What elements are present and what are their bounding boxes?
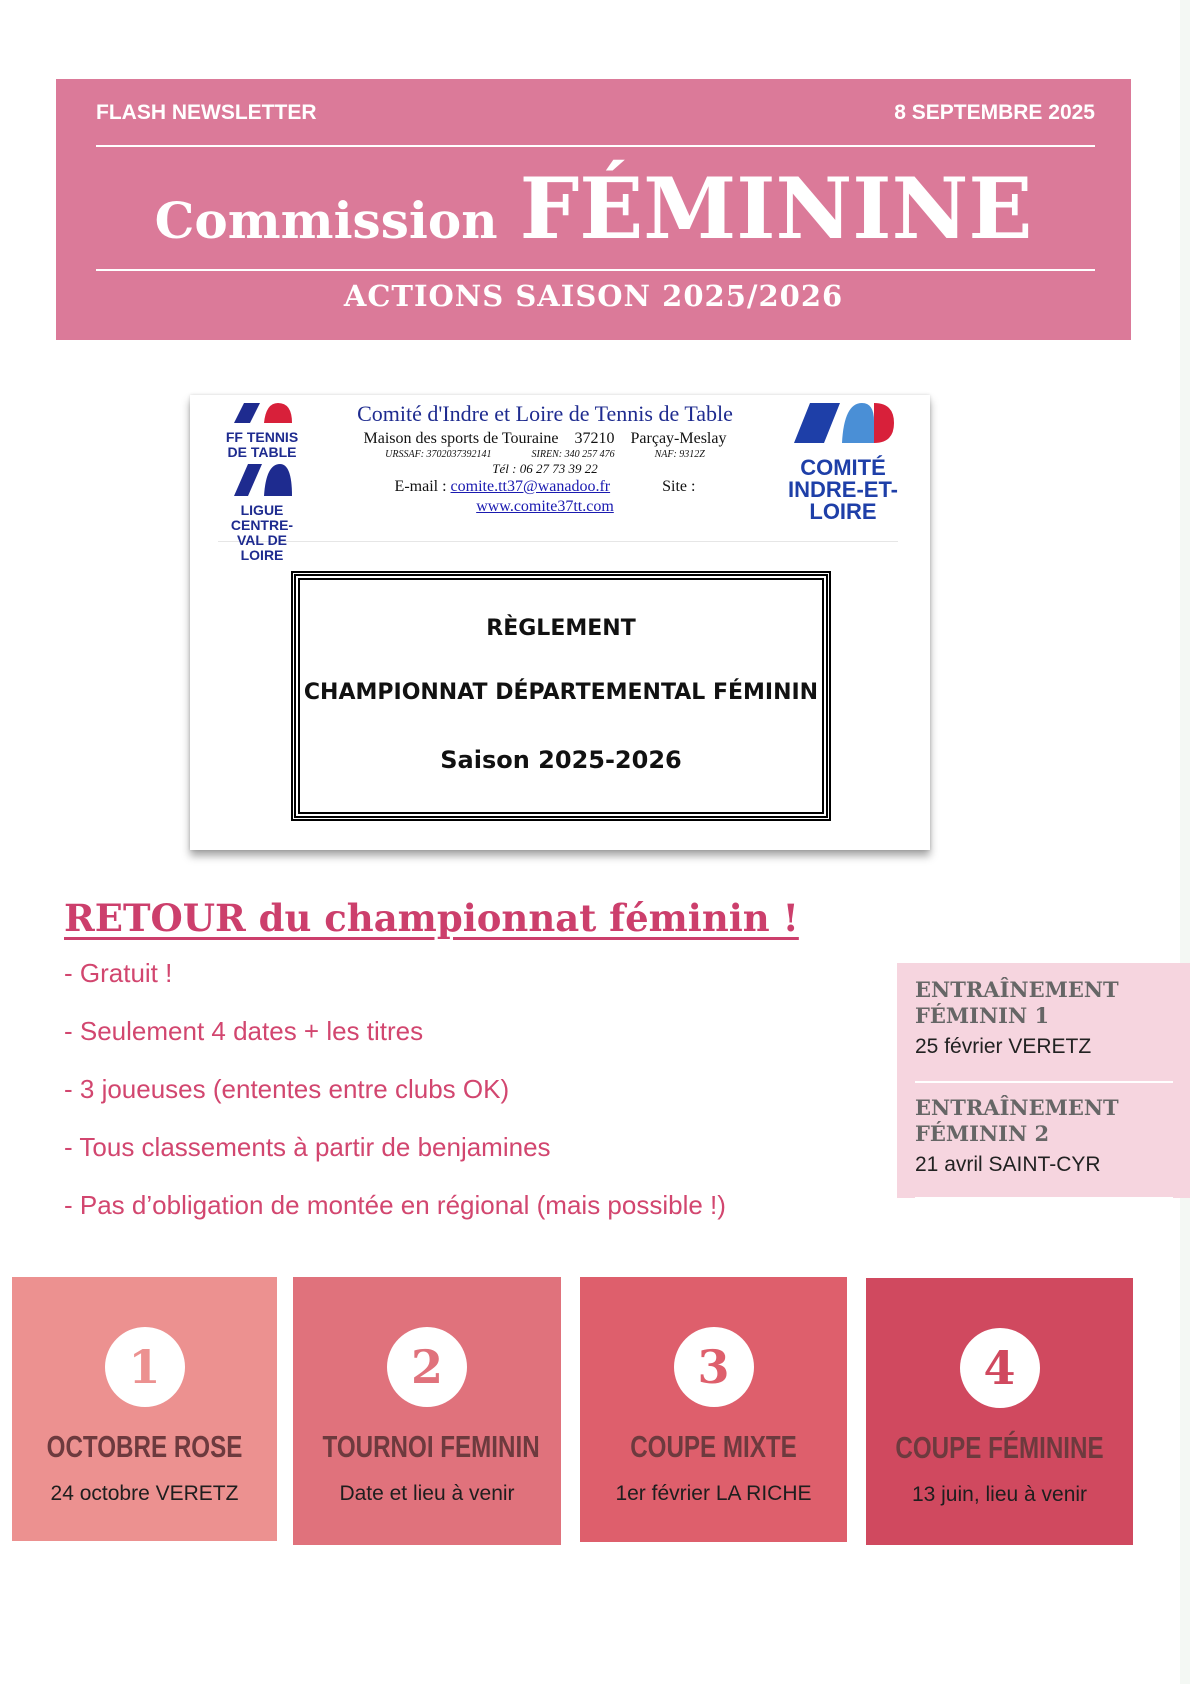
event-card-1	[12, 1277, 277, 1541]
email-link[interactable]: comite.tt37@wanadoo.fr	[450, 478, 611, 495]
header-divider-top	[96, 145, 1095, 147]
org-name: Comité d'Indre et Loire de Tennis de Table	[357, 401, 733, 426]
newsletter-title	[56, 159, 1131, 258]
list-item: - Pas d’obligation de montée en régional (mais possible !)	[64, 1190, 726, 1220]
newsletter-subtitle: ACTIONS SAISON 2025/2026	[343, 279, 844, 313]
reglement-document	[190, 395, 930, 850]
comite-logo-text: COMITÉ INDRE-ET-LOIRE	[788, 455, 898, 524]
retour-heading: RETOUR du championnat féminin !	[64, 896, 799, 940]
comite-logo	[788, 403, 898, 533]
letterhead-text	[310, 401, 780, 517]
page-edge	[1180, 0, 1190, 1684]
comite-mark-icon	[790, 403, 896, 443]
event-number: 4	[960, 1328, 1040, 1408]
website-link[interactable]: www.comite37tt.com	[476, 498, 614, 515]
event-title: COUPE MIXTE	[630, 1429, 797, 1464]
event-title: COUPE FÉMININE	[895, 1430, 1104, 1465]
event-card-4	[866, 1278, 1133, 1545]
event-subtitle: 13 juin, lieu à venir	[911, 1483, 1088, 1506]
org-registration: URSSAF: 3702037392141 SIREN: 340 257 476 NAF: 9312Z	[385, 449, 705, 460]
reglement-line-3: Saison 2025-2026	[440, 746, 682, 774]
event-number: 1	[105, 1327, 185, 1407]
event-title: OCTOBRE ROSE	[46, 1429, 243, 1464]
list-item: - Seulement 4 dates + les titres	[64, 1016, 424, 1046]
training-item-2: ENTRAÎNEMENT FÉMININ 2 21 avril SAINT-CYR	[915, 1095, 1173, 1199]
reglement-line-1: RÈGLEMENT	[486, 616, 636, 641]
org-address: Maison des sports de Touraine 37210 Parçay-Meslay	[363, 430, 727, 447]
newsletter-date: 8 SEPTEMBRE 2025	[894, 101, 1095, 124]
reglement-title-box	[291, 571, 831, 821]
retour-list	[64, 955, 894, 1245]
event-number: 3	[674, 1327, 754, 1407]
fftt-ligue-logo	[222, 403, 302, 563]
title-commission: Commission	[154, 191, 498, 250]
event-number: 2	[387, 1327, 467, 1407]
event-subtitle: 24 octobre VERETZ	[50, 1482, 239, 1505]
event-title: TOURNOI FEMININ	[322, 1429, 540, 1464]
ligue-mark-icon	[230, 464, 294, 496]
list-item: - Tous classements à partir de benjamines	[64, 1132, 551, 1162]
reglement-line-2: CHAMPIONNAT DÉPARTEMENTAL FÉMININ	[303, 680, 819, 705]
list-item: - 3 joueuses (ententes entre clubs OK)	[64, 1074, 510, 1104]
list-item: - Gratuit !	[64, 958, 173, 988]
org-phone: Tél : 06 27 73 39 22	[492, 461, 598, 476]
document-letterhead	[218, 401, 898, 563]
event-subtitle: Date et lieu à venir	[339, 1482, 515, 1505]
header-banner	[56, 79, 1131, 340]
event-card-2	[293, 1277, 561, 1545]
training-item-1: ENTRAÎNEMENT FÉMININ 1 25 février VERETZ	[915, 977, 1173, 1083]
event-subtitle: 1er février LA RICHE	[615, 1482, 812, 1505]
title-feminine: FÉMININE	[519, 159, 1033, 258]
training-box	[897, 963, 1190, 1198]
event-card-3	[580, 1277, 847, 1542]
fftt-mark-icon	[230, 403, 294, 423]
training-date: 25 février VERETZ	[915, 1035, 1092, 1058]
org-email-row: E-mail : comite.tt37@wanadoo.fr Site :	[394, 478, 696, 495]
ligue-logo-text: LIGUE CENTRE-VAL DE LOIRE	[230, 502, 294, 563]
org-website-row	[310, 497, 780, 517]
fftt-logo-text: FF TENNIS DE TABLE	[225, 429, 299, 460]
header-divider-bottom	[96, 269, 1095, 271]
training-date: 21 avril SAINT-CYR	[915, 1153, 1101, 1176]
newsletter-kicker: FLASH NEWSLETTER	[96, 101, 317, 124]
